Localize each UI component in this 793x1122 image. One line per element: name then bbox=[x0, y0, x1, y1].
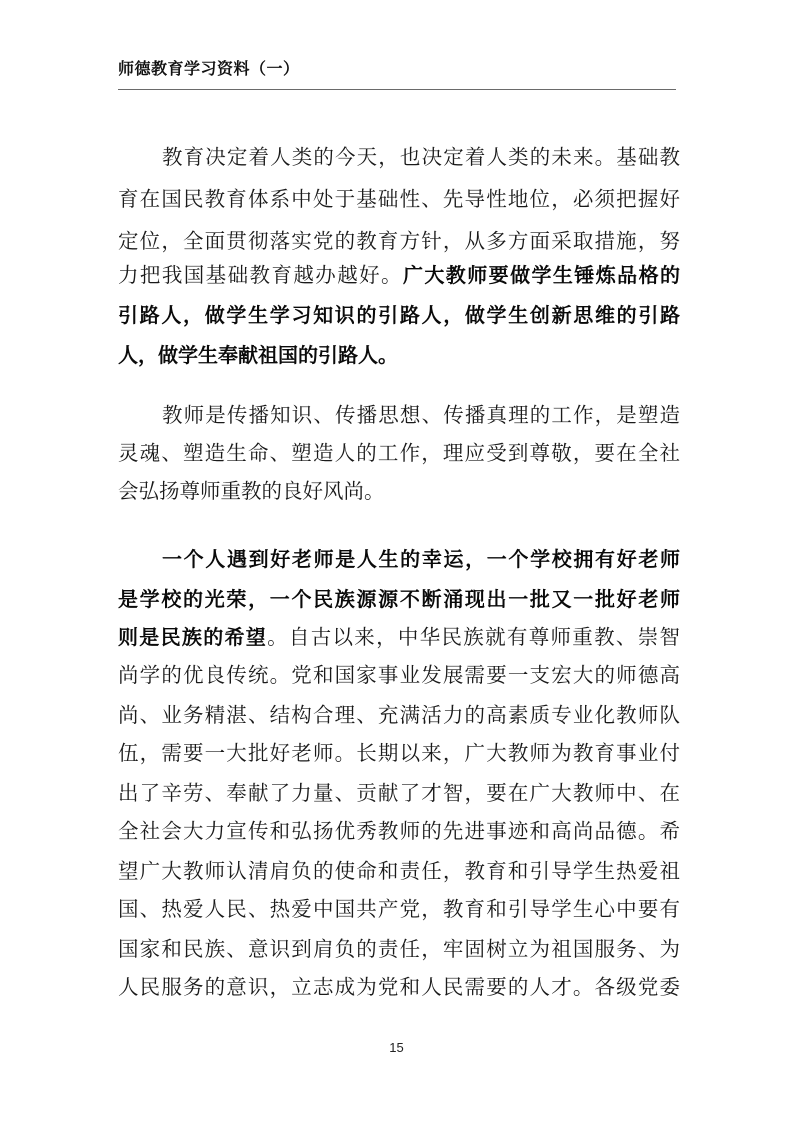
text-run: 。自古以来，中华民族就有尊师重教、崇智 bbox=[267, 625, 681, 649]
text-run: 尚、业务精湛、结构合理、充满活力的高素质专业化教师队 bbox=[118, 703, 680, 727]
paragraph-3-line-2 bbox=[118, 580, 680, 618]
paragraph-2-line-1 bbox=[162, 396, 680, 434]
paragraph-1-line-5 bbox=[118, 296, 680, 334]
paragraph-2-line-2 bbox=[118, 434, 680, 472]
paragraph-3-line-11 bbox=[118, 930, 680, 968]
text-run: 尚学的优良传统。党和国家事业发展需要一支宏大的师德高 bbox=[118, 663, 680, 687]
paragraph-3-line-7 bbox=[118, 774, 680, 812]
document-header-title: 师德教育学习资料（一） bbox=[118, 59, 300, 78]
text-run: 伍，需要一大批好老师。长期以来，广大教师为教育事业付 bbox=[118, 741, 680, 765]
paragraph-3-line-1 bbox=[162, 540, 680, 578]
paragraph-3-line-10 bbox=[118, 890, 680, 928]
paragraph-1-line-6 bbox=[118, 336, 680, 374]
bold-text-run: 人，做学生奉献祖国的引路人。 bbox=[118, 343, 398, 367]
header-divider bbox=[118, 89, 676, 90]
text-run: 全社会大力宣传和弘扬优秀教师的先进事迹和高尚品德。希 bbox=[118, 819, 680, 843]
paragraph-3-line-3 bbox=[118, 618, 680, 656]
text-run: 灵魂、塑造生命、塑造人的工作，理应受到尊敬，要在全社 bbox=[118, 441, 680, 465]
text-run: 会弘扬尊师重教的良好风尚。 bbox=[118, 479, 385, 503]
text-run: 人民服务的意识，立志成为党和人民需要的人才。各级党委 bbox=[118, 975, 680, 999]
text-run: 力把我国基础教育越办越好。 bbox=[118, 263, 403, 287]
paragraph-3-line-9 bbox=[118, 852, 680, 890]
paragraph-1-line-1 bbox=[162, 138, 680, 176]
page-number: 15 bbox=[389, 1040, 404, 1055]
paragraph-1-line-4 bbox=[118, 256, 680, 294]
text-run: 国、热爱人民、热爱中国共产党，教育和引导学生心中要有 bbox=[118, 897, 680, 921]
paragraph-1-line-2 bbox=[118, 180, 680, 218]
bold-text-run: 引路人，做学生学习知识的引路人，做学生创新思维的引路 bbox=[118, 303, 680, 327]
bold-text-run: 则是民族的希望 bbox=[118, 625, 268, 649]
paragraph-3-line-6 bbox=[118, 734, 680, 772]
bold-text-run: 一个人遇到好老师是人生的幸运，一个学校拥有好老师 bbox=[162, 547, 680, 571]
bold-text-run: 是学校的光荣，一个民族源源不断涌现出一批又一批好老师 bbox=[118, 587, 680, 611]
paragraph-1-line-3 bbox=[118, 222, 680, 260]
text-run: 育在国民教育体系中处于基础性、先导性地位，必须把握好 bbox=[118, 187, 680, 211]
paragraph-3-line-12 bbox=[118, 968, 680, 1006]
bold-text-run: 广大教师要做学生锤炼品格的 bbox=[402, 263, 681, 287]
text-run: 国家和民族、意识到肩负的责任，牢固树立为祖国服务、为 bbox=[118, 937, 680, 961]
paragraph-3-line-5 bbox=[118, 696, 680, 734]
text-run: 定位，全面贯彻落实党的教育方针，从多方面采取措施，努 bbox=[118, 229, 680, 253]
paragraph-3-line-8 bbox=[118, 812, 680, 850]
paragraph-2-line-3 bbox=[118, 472, 680, 510]
text-run: 望广大教师认清肩负的使命和责任，教育和引导学生热爱祖 bbox=[118, 859, 680, 883]
paragraph-3-line-4 bbox=[118, 656, 680, 694]
text-run: 教育决定着人类的今天，也决定着人类的未来。基础教 bbox=[162, 145, 680, 169]
text-run: 教师是传播知识、传播思想、传播真理的工作，是塑造 bbox=[162, 403, 680, 427]
text-run: 出了辛劳、奉献了力量、贡献了才智，要在广大教师中、在 bbox=[118, 781, 680, 805]
